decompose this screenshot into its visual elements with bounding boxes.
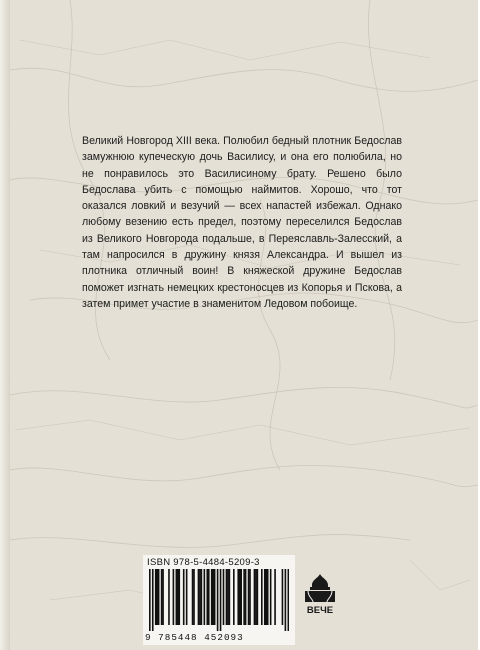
barcode-bar bbox=[211, 569, 213, 625]
barcode-bar bbox=[282, 569, 284, 625]
isbn-barcode bbox=[143, 555, 295, 645]
barcode-bar bbox=[212, 569, 214, 625]
barcode-bar bbox=[267, 569, 269, 625]
publisher-logo bbox=[301, 573, 339, 619]
barcode-bar bbox=[161, 569, 163, 625]
barcode-bar bbox=[227, 569, 229, 625]
barcode-bar bbox=[229, 569, 231, 625]
barcode-bar bbox=[173, 569, 175, 625]
barcode-bar bbox=[285, 569, 287, 631]
barcode-bar bbox=[152, 569, 154, 631]
barcode-bar bbox=[255, 569, 257, 625]
isbn-number: ISBN 978-5-4484-5209-3 bbox=[147, 557, 260, 568]
barcode-bar bbox=[178, 569, 180, 625]
barcode-bar bbox=[217, 569, 219, 631]
barcode-bar bbox=[240, 569, 242, 625]
barcode-bar bbox=[198, 569, 200, 625]
publisher-logo-text: ВЕЧЕ bbox=[306, 605, 334, 616]
barcode-bar bbox=[239, 569, 241, 625]
barcode-bar bbox=[155, 569, 157, 625]
barcode-bar bbox=[270, 569, 272, 625]
barcode-bar bbox=[257, 569, 259, 625]
barcode-bar bbox=[249, 569, 251, 625]
barcode-bar bbox=[274, 569, 276, 625]
barcode-bar bbox=[254, 569, 256, 625]
barcode-bar bbox=[168, 569, 170, 625]
barcode-bar bbox=[237, 569, 239, 625]
barcode-bar bbox=[233, 569, 235, 625]
barcode-bar bbox=[214, 569, 216, 625]
barcode-bar bbox=[261, 569, 263, 625]
barcode-bar bbox=[208, 569, 210, 625]
barcode-bar bbox=[193, 569, 195, 625]
barcode-bar bbox=[201, 569, 203, 625]
barcode-bar bbox=[204, 569, 206, 625]
barcode-bar bbox=[192, 569, 194, 625]
barcode-bar bbox=[265, 569, 267, 625]
barcode-digits: 9 785448 452093 bbox=[145, 632, 244, 643]
barcode-bars bbox=[149, 569, 289, 631]
barcode-bar bbox=[158, 569, 160, 625]
barcode-bar bbox=[183, 569, 185, 625]
barcode-bar bbox=[243, 569, 245, 625]
barcode-bar bbox=[149, 569, 151, 631]
barcode-bar bbox=[176, 569, 178, 625]
barcode-bar bbox=[199, 569, 201, 625]
book-back-cover bbox=[10, 0, 478, 650]
barcode-bar bbox=[245, 569, 247, 625]
book-annotation: Великий Новгород XIII века. Полюбил бедный плотник Бедослав замужнюю купеческую дочь Василису, и она его полюбила, но не понравилось это Василисиному брату. Решено было Бедослава убить с помощью наймитов. Хорошо, что тот оказался ловкий и везучий — всех напастей избежал. Однако любому везению есть предел, поэтому переселился Бедослав из Великого Новгорода подальше, в Переяславль-Залесский, а там напросился в дружину князя Александра. И вышел из плотника отличный воин! В княжеской дружине Бедослав поможет изгнать немецких крестоносцев из Копорья и Пскова, а затем примет участие в знаменитом Ледовом побоище. bbox=[82, 135, 402, 310]
barcode-bar bbox=[177, 569, 179, 625]
barcode-bar bbox=[206, 569, 208, 625]
barcode-bar bbox=[288, 569, 289, 631]
barcode-bar bbox=[156, 569, 158, 625]
barcode-bar bbox=[162, 569, 164, 625]
book-spine-edge bbox=[0, 0, 10, 650]
barcode-bar bbox=[226, 569, 228, 625]
barcode-bar bbox=[186, 569, 188, 625]
barcode-bar bbox=[264, 569, 266, 625]
marble-texture bbox=[10, 0, 478, 650]
barcode-bar bbox=[220, 569, 222, 631]
barcode-bar bbox=[223, 569, 225, 625]
barcode-bar bbox=[248, 569, 250, 625]
